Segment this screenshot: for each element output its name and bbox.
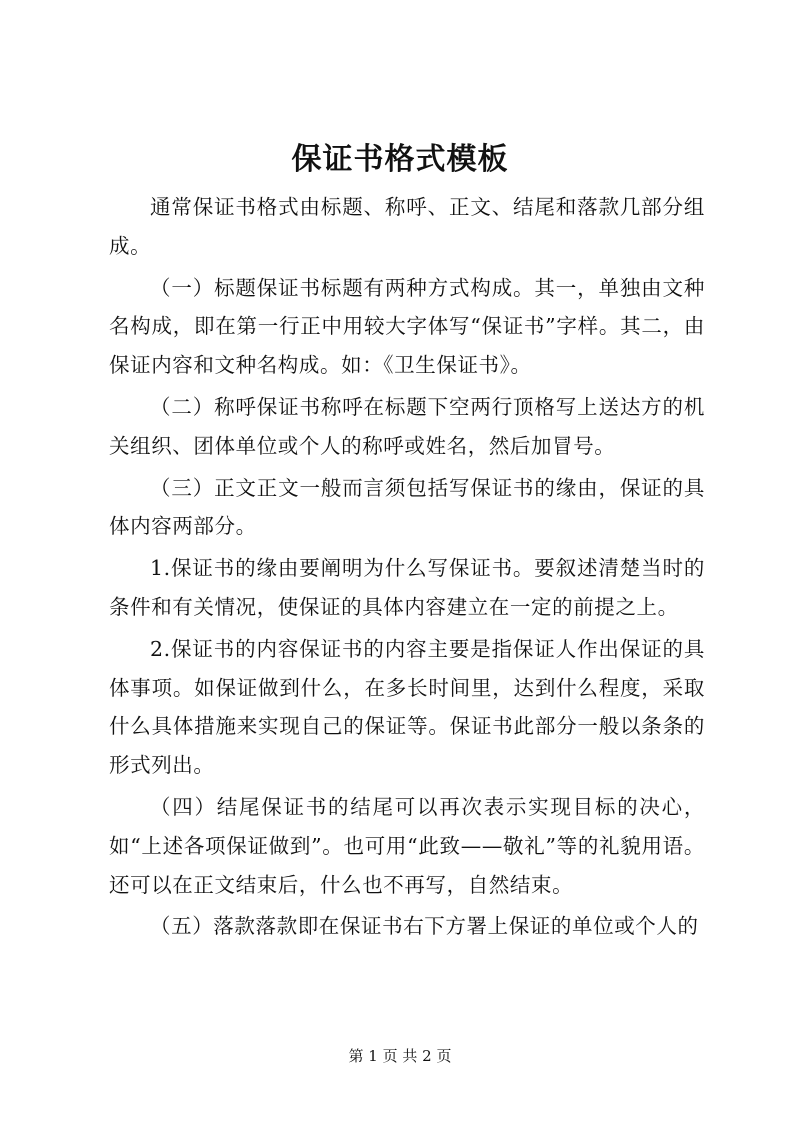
paragraph-content-item: 2.保证书的内容保证书的内容主要是指保证人作出保证的具体事项。如保证做到什么，在多长时间里，达到什么程度，采取什么具体措施来实现自己的保证等。保证书此部分一般以条条的形式列出。 — [109, 636, 705, 778]
paragraph-body-section: （三）正文正文一般而言须包括写保证书的缘由，保证的具体内容两部分。 — [109, 475, 705, 539]
paragraph-salutation-section: （二）称呼保证书称呼在标题下空两行顶格写上送达方的机关组织、团体单位或个人的称呼或姓名，然后加冒号。 — [109, 394, 705, 458]
document-body — [109, 188, 705, 949]
paragraph-intro: 通常保证书格式由标题、称呼、正文、结尾和落款几部分组成。 — [109, 195, 705, 258]
page-number-footer: 第 1 页 共 2 页 — [348, 1047, 452, 1065]
paragraph-title-section: （一）标题保证书标题有两种方式构成。其一，单独由文种名构成，即在第一行正中用较大字体写“保证书”字样。其二，由保证内容和文种名构成。如：《卫生保证书》。 — [109, 275, 705, 378]
paragraph-closing-section: （四）结尾保证书的结尾可以再次表示实现目标的决心，如“上述各项保证做到”。也可用“此致——敬礼”等的礼貌用语。还可以在正文结束后，什么也不再写，自然结束。 — [109, 794, 705, 897]
paragraph-signature-section: （五）落款落款即在保证书右下方署上保证的单位或个人的 — [150, 914, 699, 939]
paragraph-reason-item: 1.保证书的缘由要阐明为什么写保证书。要叙述清楚当时的条件和有关情况，使保证的具体内容建立在一定的前提之上。 — [109, 556, 705, 619]
document-title: 保证书格式模板 — [291, 142, 509, 177]
